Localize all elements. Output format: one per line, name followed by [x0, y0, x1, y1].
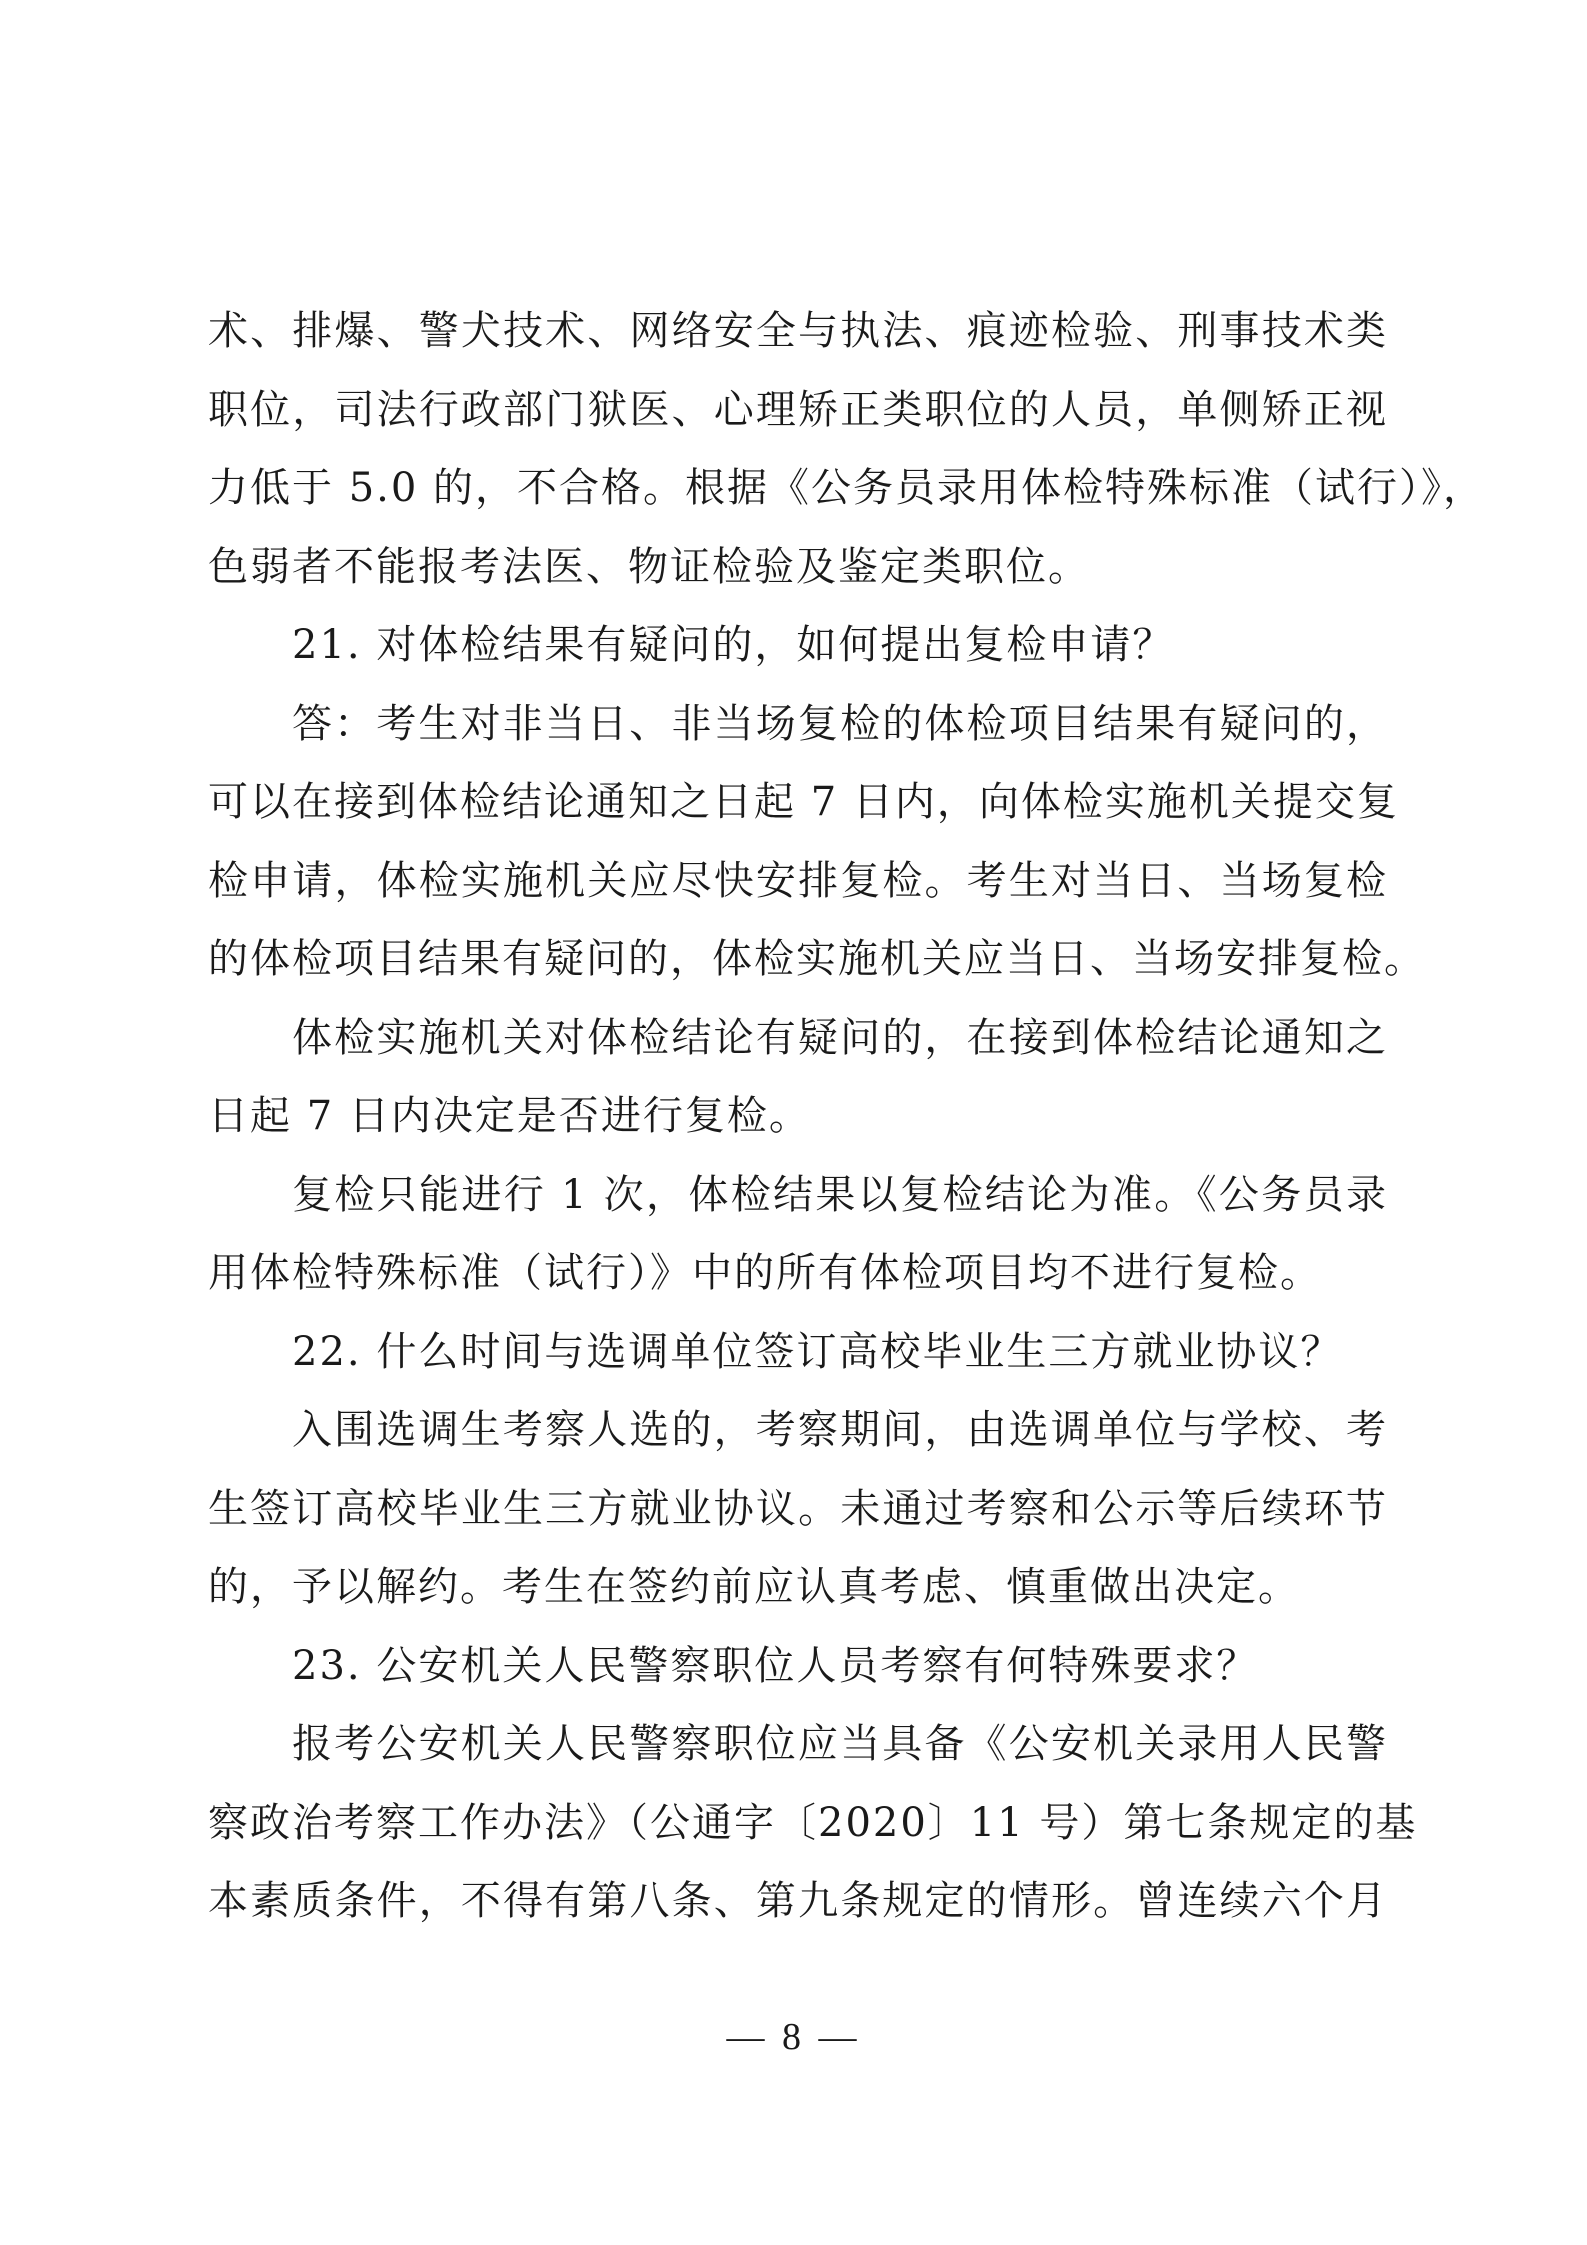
text-line: 21. 对体检结果有疑问的，如何提出复检申请？: [292, 622, 1175, 668]
text-line: 术、排爆、警犬技术、网络安全与执法、痕迹检验、刑事技术类: [208, 308, 1388, 354]
text-line: 可以在接到体检结论通知之日起 7 日内，向体检实施机关提交复: [208, 779, 1399, 825]
text-line: 复检只能进行 1 次，体检结果以复检结论为准。《公务员录: [292, 1171, 1388, 1218]
text-line: 职位，司法行政部门狱医、心理矫正类职位的人员，单侧矫正视: [208, 386, 1388, 433]
text-line: 体检实施机关对体检结论有疑问的，在接到体检结论通知之: [292, 1014, 1388, 1061]
text-line: 本素质条件，不得有第八条、第九条规定的情形。曾连续六个月: [208, 1878, 1388, 1924]
text-line: 察政治考察工作办法》（公通字〔2020〕11 号）第七条规定的基: [208, 1799, 1418, 1846]
text-line: 报考公安机关人民警察职位应当具备《公安机关录用人民警: [292, 1721, 1388, 1767]
body-text: [208, 292, 1486, 1941]
page-number: — 8 —: [726, 2016, 861, 2058]
text-line: 生签订高校毕业生三方就业协议。未通过考察和公示等后续环节: [208, 1485, 1388, 1532]
text-line: 23. 公安机关人民警察职位人员考察有何特殊要求？: [292, 1642, 1259, 1689]
text-line: 力低于 5.0 的，不合格。根据《公务员录用体检特殊标准（试行）》，: [208, 465, 1486, 511]
text-line: 入围选调生考察人选的，考察期间，由选调单位与学校、考: [292, 1407, 1388, 1453]
text-line: 日起 7 日内决定是否进行复检。: [208, 1093, 811, 1139]
text-line: 色弱者不能报考法医、物证检验及鉴定类职位。: [208, 543, 1090, 590]
text-line: 的，予以解约。考生在签约前应认真考虑、慎重做出决定。: [208, 1564, 1300, 1610]
text-line: 的体检项目结果有疑问的，体检实施机关应当日、当场安排复检。: [208, 936, 1426, 982]
text-line: 22. 什么时间与选调单位签订高校毕业生三方就业协议？: [292, 1328, 1343, 1375]
text-line: 答：考生对非当日、非当场复检的体检项目结果有疑问的，: [292, 700, 1388, 747]
text-line: 检申请，体检实施机关应尽快安排复检。考生对当日、当场复检: [208, 857, 1388, 904]
text-line: 用体检特殊标准（试行）》中的所有体检项目均不进行复检。: [208, 1250, 1322, 1296]
